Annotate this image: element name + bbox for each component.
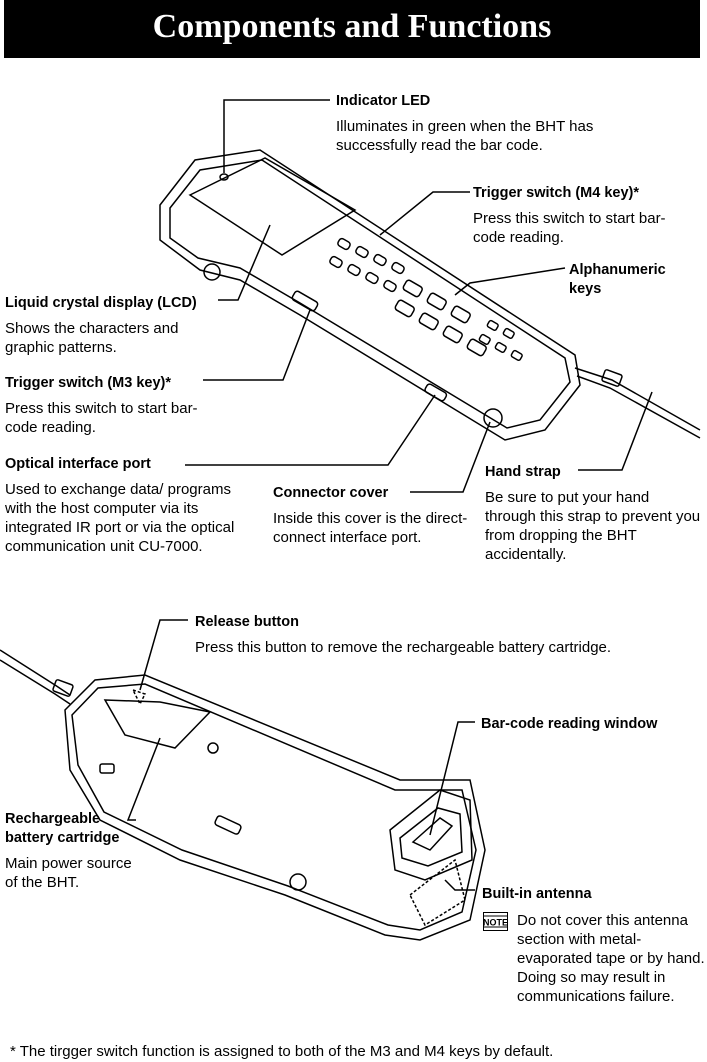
hand-strap-name: Hand strap bbox=[485, 464, 561, 480]
trigger-m4-name: Trigger switch (M4 key)* bbox=[473, 185, 639, 201]
page-title: Components and Functions bbox=[152, 8, 552, 45]
trigger-m3-label bbox=[5, 374, 205, 437]
hand-strap bbox=[575, 368, 700, 430]
hand-strap-label bbox=[485, 463, 703, 564]
trigger-m3-name: Trigger switch (M3 key)* bbox=[5, 375, 171, 391]
svg-text:NOTE: NOTE bbox=[483, 917, 508, 928]
battery-cartridge-label bbox=[5, 810, 140, 892]
trigger-m4-label bbox=[473, 184, 683, 247]
barcode-window-name: Bar-code reading window bbox=[481, 716, 658, 732]
lcd-desc: Shows the characters and graphic patterns. bbox=[5, 320, 179, 356]
optical-port-desc: Used to exchange data/ programs with the host computer via its integrated IR port or via the optical communication unit CU-7000. bbox=[5, 481, 235, 555]
alphanumeric-keys-label bbox=[569, 261, 689, 299]
connector-cover-name: Connector cover bbox=[273, 485, 389, 501]
optical-port-label bbox=[5, 455, 245, 556]
optical-port-name: Optical interface port bbox=[5, 456, 151, 472]
rear-view-device bbox=[0, 650, 485, 940]
lcd-name: Liquid crystal display (LCD) bbox=[5, 295, 197, 311]
hand-strap-desc: Be sure to put your hand through this strap to prevent you from dropping the BHT accidentally. bbox=[485, 489, 701, 563]
antenna-label bbox=[482, 885, 692, 904]
barcode-window-label bbox=[481, 715, 701, 734]
footnote: * The tirgger switch function is assigned to both of the M3 and M4 keys by default. bbox=[10, 1043, 554, 1060]
release-button-label bbox=[195, 613, 625, 657]
antenna-name: Built-in antenna bbox=[482, 886, 592, 902]
trigger-m3-desc: Press this switch to start bar-code reading. bbox=[5, 400, 198, 436]
antenna-desc: Do not cover this antenna section with metal-evaporated tape or by hand. Doing so may result in communications failure. bbox=[517, 912, 705, 1005]
battery-cartridge-desc: Main power source of the BHT. bbox=[5, 855, 132, 891]
battery-cartridge-name: Rechargeable battery cartridge bbox=[5, 811, 120, 846]
indicator-led-label bbox=[336, 92, 666, 155]
release-button-desc: Press this button to remove the rechargeable battery cartridge. bbox=[195, 639, 612, 656]
connector-cover-desc: Inside this cover is the direct-connect interface port. bbox=[273, 510, 468, 546]
lcd-label bbox=[5, 294, 220, 357]
alphanumeric-keys-name: Alphanumeric keys bbox=[569, 262, 666, 297]
connector-cover-label bbox=[273, 484, 468, 547]
note-icon bbox=[483, 912, 508, 931]
release-button-name: Release button bbox=[195, 614, 299, 630]
indicator-led-name: Indicator LED bbox=[336, 93, 431, 109]
trigger-m4-desc: Press this switch to start bar-code reading. bbox=[473, 210, 666, 246]
antenna-note bbox=[517, 911, 707, 1006]
indicator-led-desc: Illuminates in green when the BHT has successfully read the bar code. bbox=[336, 118, 594, 154]
